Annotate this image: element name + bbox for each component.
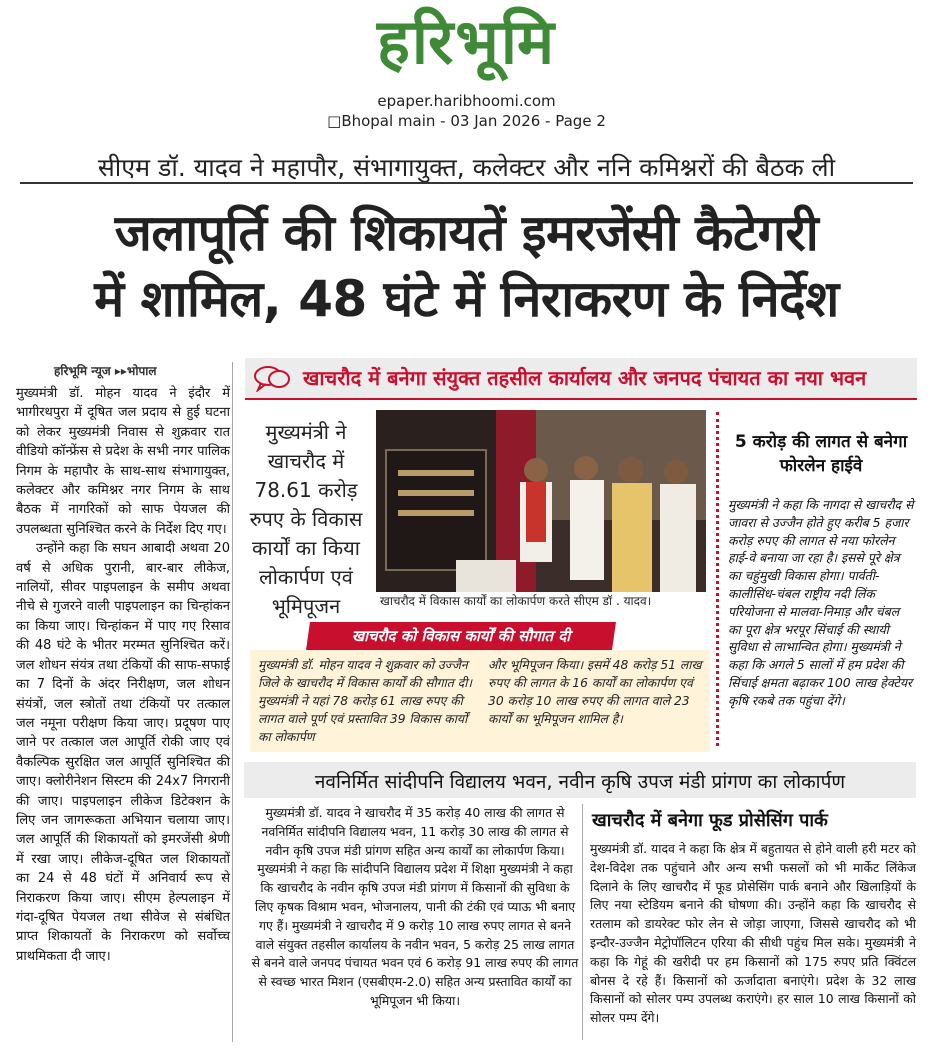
sidebar-heading: 5 करोड़ की लागत से बनेगा फोरलेन हाईवे bbox=[734, 432, 908, 476]
event-photo bbox=[376, 410, 706, 610]
gift-strip-title: खाचरौद को विकास कार्यों की सौगात दी bbox=[351, 627, 571, 645]
section-banner-tehsil bbox=[245, 358, 917, 400]
gift-box-right-text: और भूमिपूजन किया। इसमें 48 करोड़ 51 लाख रुपए की लागत के 16 कार्यों का लोकार्पण एवं 30 करोड़ 10 लाख रुपए की लागत वाले 23 कार्यों का भूमिपूजन शामिल है। bbox=[488, 658, 702, 726]
edition-info: □Bhopal main - 03 Jan 2026 - Page 2 bbox=[327, 112, 606, 130]
middle-article: मुख्यमंत्री डॉ. यादव ने खाचरौद में 35 करोड़ 40 लाख की लागत से नवनिर्मित सांदीपनि विद्यालय भवन, 11 करोड़ 30 लाख की लागत से नवीन कृषि उपज मंडी प्रांगण सहित अन्य कार्यों का लोकार्पण किया। मुख्यमंत्री ने कहा कि सांदीपनि विद्यालय प्रदेश में शिक्षा मुख्यमंत्री ने कहा कि खाचरौद के नवीन कृषि उपज मंडी प्रांगण में किसानों की सुविधा के लिए कृषक विश्राम भवन, भोजनालय, पानी की टंकी एवं प्याऊ भी बनाए गए हैं। मुख्यमंत्री ने खाचरौद में 9 करोड़ 10 लाख रुपए लागत से बनने वाले संयुक्त तहसील कार्यालय के नवीन भवन, 5 करोड़ 25 लाख लागत से बनने वाले जनपद पंचायत भवन एवं 6 करोड़ 91 लाख रुपए की लागत से स्वच्छ भारत मिशन (एसबीएम-2.0) सहित अन्य प्रस्तावित कार्यों का भूमिपूजन भी किया। bbox=[251, 805, 579, 1008]
section-banner-school bbox=[244, 762, 916, 798]
left-paragraph-2: उन्होंने कहा कि सघन आबादी अथवा 20 वर्ष से अधिक पुरानी, बार-बार लीकेज, नालियों, सीवर पाइपलाइन के समीप अथवा नीचे से गुजरने वाली पाइपलाइन का चिन्हांकन का किया जाए। चिन्हांकन में पाए गए रिसाव की 48 घंटे के भीतर मरम्मत सुनिश्चित करें। जल शोधन संयंत्र तथा टंकियों की साफ-सफाई का 7 दिनों के अंदर निरीक्षण, जल शोधन संयंत्रों, जल स्त्रोतों तथा टंकियों पर तत्काल जल नमूना परीक्षण किया जाए। प्रदूषण पाए जाने पर तत्काल जल आपूर्ति रोकी जाए एवं वैकल्पिक सुरक्षित जल आपूर्ति सुनिश्चित की जाए। क्लोरीनेशन सिस्टम की 24x7 निगरानी की जाए। पाइपलाइन लीकेज डिटेक्शन के लिए जन जागरूकता अभियान चलाया जाए। जल आपूर्ति की शिकायतों को इमरजेंसी श्रेणी में रखा जाए। लीकेज-दूषित जल शिकायतों का 24 से 48 घंटों में अनिवार्य रूप से निराकरण किया जाए। सीएम हेल्पलाइन में गंदा-दूषित पेयजल तथा सीवेज से संबंधित प्राप्त शिकायतों के निराकरण को सर्वोच्च प्राथमिकता दी जाए। bbox=[16, 541, 230, 964]
column-divider bbox=[582, 804, 583, 1040]
sidebar-body: मुख्यमंत्री ने कहा कि नागदा से खाचरौद से जावरा से उज्जैन होते हुए करीब 5 हजार करोड़ रुपए की लागत से नया फोरलेन हाई-वे बनाया जा रहा है। इससे पूरे क्षेत्र का चहुंमुखी विकास होगा। पार्वती-कालीसिंध-चंबल राष्ट्रीय नदी लिंक परियोजना से मालवा-निमाड़ और चंबल का पूरा क्षेत्र भरपूर सिंचाई की स्थायी सुविधा से लाभान्वित होगा। मुख्यमंत्री ने कहा कि अगले 5 सालों में हम प्रदेश की सिंचाई क्षमता बढ़ाकर 100 लाख हेक्टेयर कृषि रकबे तक पहुंचा देंगे। bbox=[728, 497, 914, 708]
headline-line-2: में शामिल, 48 घंटे में निराकरण के निर्देश bbox=[94, 270, 839, 328]
speech-bubble-icon bbox=[253, 364, 291, 392]
divider bbox=[20, 182, 913, 184]
headline-line-1: जलापूर्ति की शिकायतें इमरजेंसी कैटेगरी bbox=[114, 204, 819, 262]
banner-title: नवनिर्मित सांदीपनि विद्यालय भवन, नवीन कृषि उपज मंडी प्रांगण का लोकार्पण bbox=[314, 771, 846, 793]
column-divider bbox=[232, 362, 233, 1042]
masthead bbox=[0, 0, 933, 84]
left-paragraph-1: मुख्यमंत्री डॉ. मोहन यादव ने इंदौर में भागीरथपुरा में दूषित जल प्रदाय से हुई घटना को लेकर मुख्यमंत्री निवास से शुक्रवार रात वीडियो कॉन्फ्रेंस से प्रदेश के सभी नगर पालिक निगम के महापौर के साथ-साथ संभागायुक्त, कलेक्टर और कमिश्नर नगर निगम के साथ बैठक में नागरिकों को साफ पेयजल की उपलब्धता सुनिश्चित करने के निर्देश दिए गए। bbox=[16, 386, 230, 537]
site-url[interactable]: epaper.haribhoomi.com bbox=[377, 92, 556, 110]
food-park-body: मुख्यमंत्री डॉ. यादव ने कहा कि क्षेत्र में बहुतायत से होने वाली हरी मटर को देश-विदेश तक पहुंचाने और अन्य सभी फसलों को भी मार्केट लिंकेज दिलाने के लिए खाचरौद में फूड प्रोसेसिंग पार्क बनाने और खिलाड़ियों के लिए नया स्टेडियम बनाने की घोषणा की। उन्होंने कहा कि खाचरौद से रतलाम को डायरेक्ट फोर लेन से जोड़ा जाएगा, जिससे खाचरौद को भी इन्दौर-उज्जैन मेट्रोपॉलिटन एरिया की सीधी पहुंच मिल सके। मुख्यमंत्री ने कहा कि गेहूं की खरीदी पर हम किसानों को 175 रुपए प्रति क्विंटल बोनस दे रहे हैं। किसानों को ऊर्जादाता बनाएंगे। प्रदेश के 32 लाख किसानों को सोलर पम्प उपलब्ध कराएंगे। हर साल 10 लाख किसानों को सोलर पम्प देंगे। bbox=[590, 841, 916, 1026]
newspaper-logo: हरिभूमि bbox=[376, 5, 557, 78]
pull-quote: मुख्यमंत्री ने खाचरौद में 78.61 करोड़ रुपए के विकास कार्यों का किया लोकार्पण एवं भूमिपूजन bbox=[249, 420, 363, 618]
photo-illustration bbox=[376, 410, 706, 610]
banner-title: खाचरौद में बनेगा संयुक्त तहसील कार्यालय और जनपद पंचायत का नया भवन bbox=[303, 366, 867, 390]
left-column bbox=[16, 384, 230, 966]
kicker: सीएम डॉ. यादव ने महापौर, संभागायुक्त, कलेक्टर और ननि कमिश्नरों की बैठक ली bbox=[97, 153, 836, 182]
byline: हरिभूमि न्यूज ▸▸भोपाल bbox=[54, 364, 157, 378]
gift-box-left-text: मुख्यमंत्री डॉ. मोहन यादव ने शुक्रवार को उज्जैन जिले के खाचरौद में विकास कार्यों की सौगात दी। मुख्यमंत्री ने यहां 78 करोड़ 61 लाख रुपए की लागत वाले पूर्ण एवं प्रस्तावित 39 विकास कार्यों का लोकार्पण bbox=[258, 658, 473, 744]
food-park-heading: खाचरौद में बनेगा फूड प्रोसेसिंग पार्क bbox=[592, 810, 828, 831]
photo-caption: खाचरौद में विकास कार्यों का लोकार्पण करते सीएम डॉ . यादव। bbox=[376, 592, 706, 610]
